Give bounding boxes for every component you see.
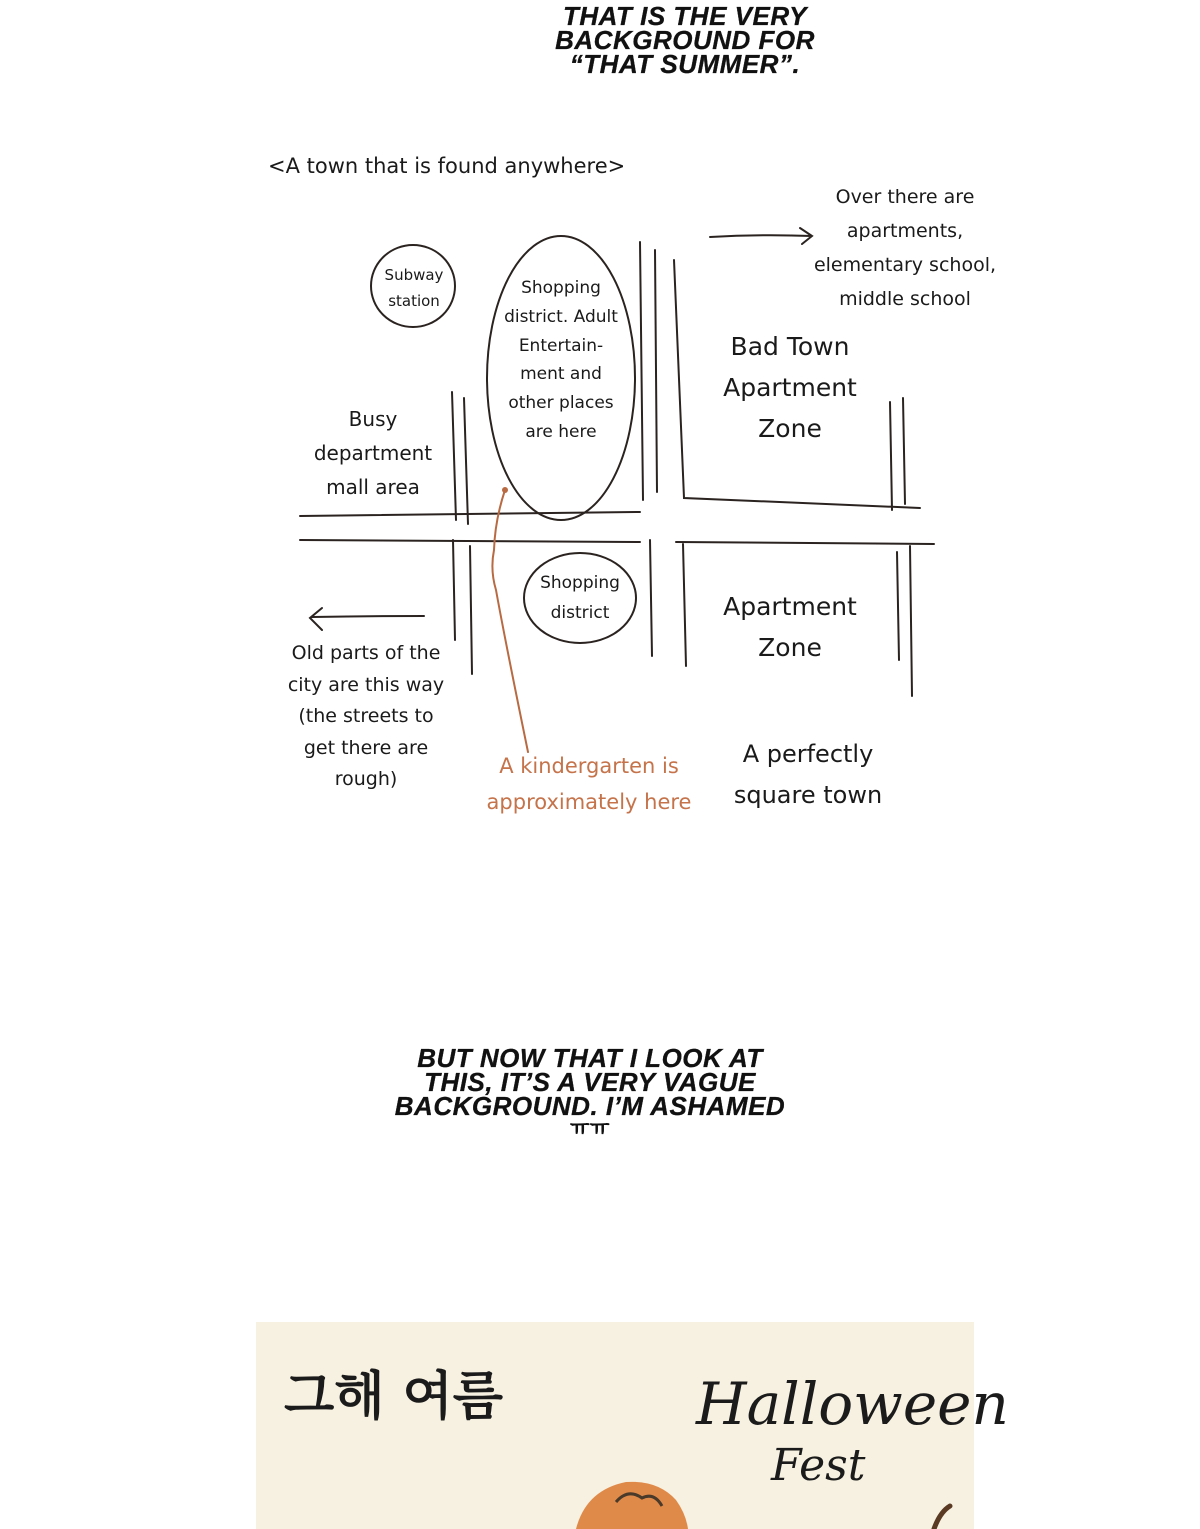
arrow-left-icon — [310, 608, 424, 630]
square-town-note: A perfectly square town — [733, 740, 883, 809]
bad-town-label: Bad Town Apartment Zone — [723, 332, 857, 443]
kindergarten-dot — [502, 487, 508, 493]
old-parts-note: Old parts of the city are this way (the streets to get there are rough) — [287, 642, 445, 790]
banner-english-title-2: Fest — [771, 1440, 866, 1491]
caption-top: THAT IS THE VERY BACKGROUND FOR “THAT SUMMER”. — [555, 1, 815, 79]
over-there-note: Over there are apartments, elementary school, middle school — [813, 186, 997, 310]
banner-english-title-1: Halloween — [696, 1370, 1009, 1438]
banner-korean-title: 그해 여름 — [284, 1367, 504, 1427]
busy-mall-label: Busy department mall area — [313, 407, 433, 499]
kindergarten-pointer — [492, 490, 528, 752]
subway-label: Subway station — [384, 266, 444, 310]
apartment-zone-label: Apartment Zone — [723, 592, 857, 662]
map-title: <A town that is found anywhere> — [268, 154, 626, 178]
town-map — [0, 140, 1200, 880]
kindergarten-note: A kindergarten is approximately here — [486, 754, 692, 814]
caption-middle — [380, 1043, 800, 1140]
caption-middle-tears: ㅠㅠ — [570, 1118, 610, 1140]
character-hair-icon — [576, 1482, 688, 1529]
banner-art — [256, 1322, 1009, 1529]
shopping-district-top-label: Shopping district. Adult Entertain- ment and other places are here — [504, 278, 618, 442]
caption-middle-text: BUT NOW THAT I LOOK AT THIS, IT’S A VERY VAGUE BACKGROUND. I’M ASHAMED — [394, 1043, 786, 1121]
shopping-district-small-label: Shopping district — [540, 573, 620, 623]
broom-icon — [934, 1506, 950, 1529]
halloween-banner — [256, 1322, 1009, 1529]
